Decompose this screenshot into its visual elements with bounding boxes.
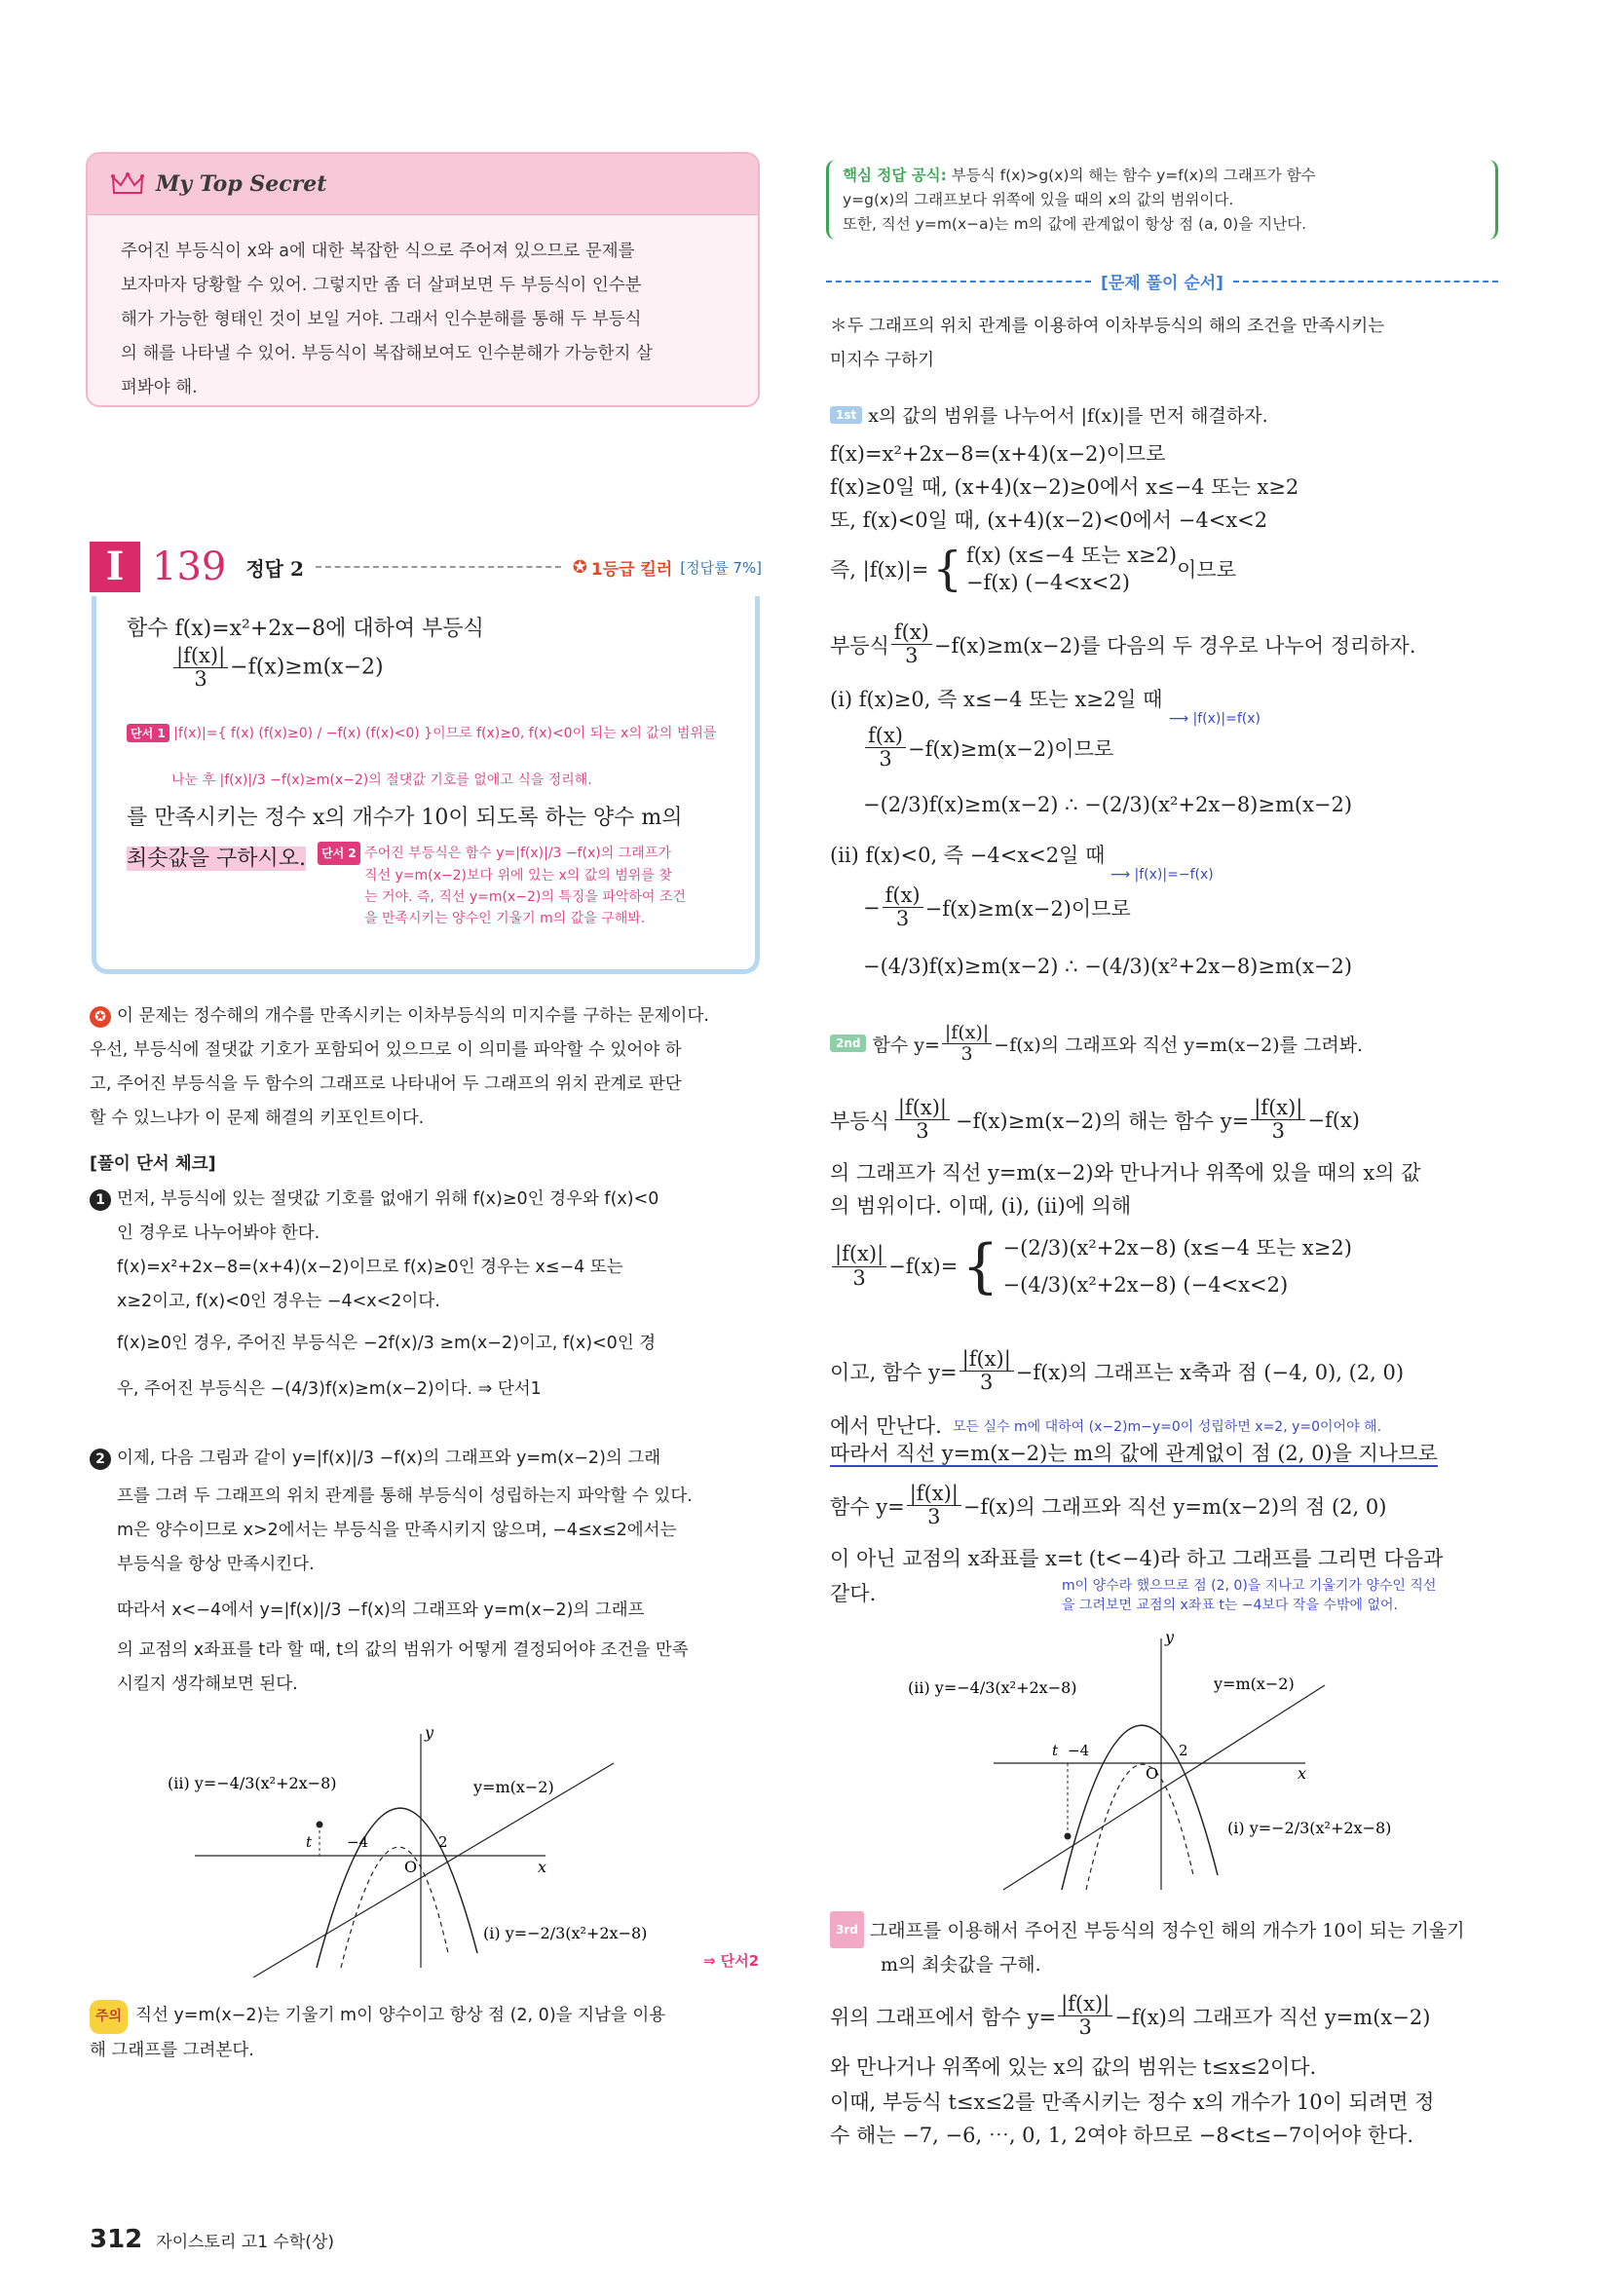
intro-line: 우선, 부등식에 절댓값 기호가 포함되어 있으므로 이 의미를 파악할 수 있어야 하: [90, 1040, 682, 1060]
frac-num: |f(x)|: [1058, 1993, 1112, 2016]
problem-line-1: 함수 f(x)=x²+2x−8에 대하여 부등식: [127, 617, 484, 641]
step3-title-line: 그래프를 이용해서 주어진 부등식의 정수인 해의 개수가 10이 되는 기울기: [869, 1920, 1465, 1941]
piece-2: −(4/3)(x²+2x−8) (−4<x<2): [1002, 1273, 1289, 1297]
frac-den: 3: [927, 1505, 941, 1529]
y-label: y: [425, 1724, 434, 1742]
frac-den: 3: [879, 747, 892, 772]
book-title: 자이스토리 고1 수학(상): [156, 2233, 334, 2252]
goal-line: 미지수 구하기: [830, 351, 934, 370]
step2-text: 함수 y=: [830, 1494, 905, 1519]
intro-line: 고, 주어진 부등식을 두 함수의 그래프로 나타내어 두 그래프의 위치 관계로 판단: [90, 1074, 682, 1094]
answer-label: 정답 2: [245, 556, 304, 581]
step3-title-line: m의 최솟값을 구해.: [881, 1954, 1041, 1976]
check-line: x≥2이고, f(x)<0인 경우는 −4<x<2이다.: [117, 1292, 440, 1311]
curve-ii-label: (ii) y=−4/3(x²+2x−8): [168, 1774, 337, 1792]
frac-num: |f(x)|: [832, 1243, 886, 1266]
clue-1-note: [127, 723, 760, 742]
page-footer: [90, 2225, 334, 2254]
brace-icon: {: [961, 1232, 999, 1300]
clue-2-line: 주어진 부등식은 함수 y=|f(x)|/3 −f(x)의 그래프가: [364, 846, 671, 861]
goal-line: ＊두 그래프의 위치 관계를 이용하여 이차부등식의 해의 조건을 만족시키는: [830, 317, 1385, 336]
check-line: 먼저, 부등식에 있는 절댓값 기호를 없애기 위해 f(x)≥0인 경우와 f(x)<0: [117, 1189, 659, 1209]
grade-badge: 1등급 킬러: [590, 559, 673, 580]
check-point-2: [90, 1442, 771, 1702]
number-1-icon: 1: [90, 1189, 111, 1211]
step2-blue-note: 모든 실수 m에 대하여 (x−2)m−y=0이 성립하면 x=2, y=0이어야 해.: [953, 1419, 1382, 1435]
key-line: y=g(x)의 그래프보다 위쪽에 있을 때의 x의 값의 범위이다.: [843, 191, 1234, 208]
split-text: −f(x)≥m(x−2)를 다음의 두 경우로 나누어 정리하자.: [933, 633, 1416, 658]
curve-ii-label: (ii) y=−4/3(x²+2x−8): [908, 1678, 1077, 1697]
step1-line: 또, f(x)<0일 때, (x+4)(x−2)<0에서 −4<x<2: [830, 508, 1268, 532]
check-line: 부등식을 항상 만족시킨다.: [117, 1555, 315, 1574]
step2-title-text: −f(x)의 그래프와 직선 y=m(x−2)를 그려봐.: [994, 1034, 1364, 1056]
abs-tail: 이므로: [1177, 558, 1236, 582]
problem-line-3-text: 최솟값을 구하시오.: [127, 847, 307, 871]
step2-title-lead: 함수 y=: [872, 1034, 940, 1056]
clue-1-text: |f(x)|={ f(x) (f(x)≥0) / −f(x) (f(x)<0) }이므로 f(x)≥0, f(x)<0이 되는 x의 값의 범위를: [173, 726, 717, 741]
step2-text: −f(x)의 그래프와 직선 y=m(x−2)의 점 (2, 0): [962, 1494, 1387, 1519]
clue-2-line: 는 거야. 즉, 직선 y=m(x−2)의 특징을 파악하여 조건: [364, 889, 686, 905]
step2-text: 이고, 함수 y=: [830, 1360, 958, 1384]
frac-num: |f(x)|: [895, 1097, 950, 1120]
t-label: t: [1052, 1742, 1059, 1759]
curve-i-dashed: [341, 1847, 448, 1968]
split-lead: 부등식: [830, 633, 889, 658]
step2-line-6: [830, 1438, 1438, 1467]
step1-title: [830, 401, 1268, 428]
header-divider: [316, 566, 561, 568]
left-graph: [156, 1724, 779, 1977]
step2-text: −f(x)≥m(x−2)의 해는 함수 y=: [956, 1109, 1250, 1133]
check-line: 시킬지 생각해보면 된다.: [117, 1675, 298, 1694]
key-label: 핵심 정답 공식:: [843, 167, 947, 184]
clue-2-line: 을 만족시키는 양수인 기울기 m의 값을 구해봐.: [364, 911, 646, 926]
problem-header: [90, 538, 762, 596]
key-line: 부등식 f(x)>g(x)의 해는 함수 y=f(x)의 그래프가 함수: [951, 167, 1316, 184]
note-line: m이 양수라 했으므로 점 (2, 0)을 지나고 기울기가 양수인 직선: [1062, 1578, 1437, 1594]
origin-label: O: [1146, 1764, 1159, 1783]
rate-badge: [정답률 7%]: [680, 558, 762, 577]
two-label: 2: [438, 1833, 448, 1851]
split-line: [830, 621, 1416, 667]
frac-den: 3: [960, 1042, 973, 1065]
check-line: f(x)=x²+2x−8=(x+4)(x−2)이므로 f(x)≥0인 경우는 x≤−4 또는: [117, 1258, 623, 1277]
crown-icon: [111, 171, 144, 197]
frac-num: |f(x)|: [1251, 1097, 1305, 1120]
check-line: f(x)≥0인 경우, 주어진 부등식은 −2f(x)/3 ≥m(x−2)이고, f(x)<0인 경: [117, 1334, 657, 1353]
y-label: y: [1165, 1628, 1175, 1646]
frac-den: 3: [895, 907, 910, 931]
number-2-icon: 2: [90, 1449, 111, 1470]
caution-tag: 주의: [90, 2000, 128, 2034]
key-formula-box: [826, 160, 1498, 240]
clue-2-tag: 단서 2: [318, 842, 360, 865]
frac-den: 3: [852, 1265, 866, 1290]
case-1-note: ⟶ |f(x)|=f(x): [1169, 711, 1261, 727]
intersection-point: [317, 1822, 323, 1828]
step1-title-text: x의 값의 범위를 나누어서 |f(x)|를 먼저 해결하자.: [868, 405, 1268, 427]
star-icon: ✪: [572, 556, 587, 578]
clue-1-note-2: 나눈 후 |f(x)|/3 −f(x)≥m(x−2)의 절댓값 기호를 없애고 식을 정리해.: [171, 772, 592, 788]
abs-case-1: f(x) (x≤−4 또는 x≥2): [965, 544, 1178, 567]
step2-text: 부등식: [830, 1109, 889, 1133]
step3-title: [830, 1911, 1465, 1981]
top-secret-line: 펴봐야 해.: [121, 378, 198, 397]
curve-i-label: (i) y=−2/3(x²+2x−8): [483, 1924, 648, 1942]
step3-line-3: 이때, 부등식 t≤x≤2를 만족시키는 정수 x의 개수가 10이 되려면 정: [830, 2090, 1435, 2114]
top-secret-body: [88, 215, 758, 405]
brace-icon: {: [932, 542, 962, 596]
step3-line-2: 와 만나거나 위쪽에 있는 x의 값의 범위는 t≤x≤2이다.: [830, 2055, 1317, 2079]
note-line: 을 그려보면 교점의 x좌표 t는 −4보다 작을 수밖에 없어.: [1062, 1598, 1398, 1613]
abs-definition: [830, 542, 1236, 596]
frac-num: f(x): [883, 885, 923, 908]
star-icon: ✪: [90, 1006, 111, 1028]
step1-tag: 1st: [830, 406, 862, 424]
check-line: 따라서 x<−4에서 y=|f(x)|/3 −f(x)의 그래프와 y=m(x−2)의 그래프: [117, 1600, 645, 1620]
line-label: y=m(x−2): [1214, 1675, 1295, 1693]
frac-num: |f(x)|: [960, 1348, 1014, 1372]
frac-num: |f(x)|: [907, 1483, 961, 1506]
check-line: 인 경우로 나누어봐야 한다.: [117, 1223, 320, 1243]
frac-den: 3: [1078, 2015, 1092, 2040]
unit-badge: I: [90, 542, 140, 592]
top-secret-box: [86, 152, 760, 407]
problem-number: 139: [152, 545, 227, 589]
case-2-b: −(4/3)f(x)≥m(x−2) ∴ −(4/3)(x²+2x−8)≥m(x−2): [863, 955, 1353, 978]
t-label: t: [306, 1833, 313, 1851]
step2-line-7: [830, 1483, 1386, 1528]
frac-den: 3: [194, 667, 207, 692]
case-2: (ii) f(x)<0, 즉 −4<x<2일 때: [830, 844, 1106, 867]
minus4-label: −4: [347, 1833, 369, 1851]
step1-line: f(x)=x²+2x−8=(x+4)(x−2)이므로: [830, 442, 1166, 466]
check-title: [풀이 단서 체크]: [90, 1154, 216, 1174]
problem-inequality: [171, 645, 384, 691]
piece-1: −(2/3)(x²+2x−8) (x≤−4 또는 x≥2): [1002, 1236, 1352, 1260]
step3-tag: 3rd: [830, 1911, 864, 1948]
origin-label: O: [404, 1858, 418, 1876]
step2-title: [830, 1023, 1363, 1065]
step2-text: −f(x)의 그래프는 x축과 점 (−4, 0), (2, 0): [1015, 1360, 1405, 1384]
caution-line: 해 그래프를 그려본다.: [90, 2041, 254, 2060]
line-m: [1003, 1685, 1325, 1890]
clue-2-ref: ⇒ 단서2: [703, 1952, 760, 1970]
frac-den: 3: [905, 644, 919, 668]
goal: [830, 310, 1502, 378]
step1-line: f(x)≥0일 때, (x+4)(x−2)≥0에서 x≤−4 또는 x≥2: [830, 475, 1299, 499]
step2-line-9: 같다.: [830, 1582, 877, 1605]
case-1: (i) f(x)≥0, 즉 x≤−4 또는 x≥2일 때: [830, 688, 1163, 711]
case-1-a: [863, 725, 1113, 771]
key-line: 또한, 직선 y=m(x−a)는 m의 값에 관계없이 항상 점 (a, 0)을 지난다.: [843, 215, 1307, 233]
problem-line-2: 를 만족시키는 정수 x의 개수가 10이 되도록 하는 양수 m의: [127, 806, 683, 830]
frac-den: 3: [916, 1119, 929, 1144]
abs-lead: 즉, |f(x)|=: [830, 558, 929, 582]
check-point-1: [90, 1183, 771, 1407]
page-number: 312: [90, 2225, 143, 2254]
step2-line-4: [830, 1348, 1404, 1394]
frac-num: |f(x)|: [173, 645, 228, 668]
line-m: [253, 1763, 614, 1977]
case-2-note: ⟶ |f(x)|=−f(x): [1110, 867, 1214, 883]
abs-case-2: −f(x) (−4<x<2): [965, 571, 1130, 594]
right-graph: [896, 1627, 1500, 1900]
step2-line-3: 의 범위이다. 이때, (i), (ii)에 의해: [830, 1194, 1132, 1218]
step2-line-2: 의 그래프가 직선 y=m(x−2)와 만나거나 위쪽에 있을 때의 x의 값: [830, 1161, 1421, 1185]
case-1-a-text: −f(x)≥m(x−2)이므로: [908, 736, 1114, 761]
intro-line: 할 수 있느냐가 이 문제 해결의 키포인트이다.: [90, 1109, 425, 1128]
top-secret-line: 의 해를 나타낼 수 있어. 부등식이 복잡해보여도 인수분해가 가능한지 살: [121, 344, 653, 363]
case-2-a: − $\frac{f(x)}{3}$ −f(x)≥m(x−2)이므로: [863, 884, 1131, 931]
top-secret-line: 보자마자 당황할 수 있어. 그렇지만 좀 더 살펴보면 두 부등식이 인수분: [121, 276, 642, 295]
check-line: 이제, 다음 그림과 같이 y=|f(x)|/3 −f(x)의 그래프와 y=m(x−2)의 그래: [117, 1449, 661, 1468]
step2-line-6-text: 따라서 직선 y=m(x−2)는 m의 값에 관계없이 점 (2, 0)을 지나므로: [830, 1442, 1438, 1465]
case-1-b: −(2/3)f(x)≥m(x−2) ∴ −(2/3)(x²+2x−8)≥m(x−2): [863, 793, 1353, 816]
case-1-note-text: |f(x)|=f(x): [1192, 711, 1261, 727]
clue-2-line: 직선 y=m(x−2)보다 위에 있는 x의 값의 범위를 찾: [364, 868, 672, 884]
top-secret-title: My Top Secret: [156, 171, 327, 197]
top-secret-header: [88, 154, 758, 215]
frac-num: |f(x)|: [942, 1023, 992, 1044]
frac-num: f(x): [865, 725, 906, 748]
problem-line-3: [127, 842, 306, 872]
top-secret-line: 해가 가능한 형태인 것이 보일 거야. 그래서 인수분해를 통해 두 부등식: [121, 310, 642, 329]
order-title: [문제 풀이 순서]: [1101, 274, 1223, 293]
caution-note: [90, 1999, 771, 2068]
check-line: 프를 그려 두 그래프의 위치 관계를 통해 부등식이 성립하는지 파악할 수 있다.: [117, 1487, 693, 1506]
caution-line: 직선 y=m(x−2)는 기울기 m이 양수이고 항상 점 (2, 0)을 지남을 이용: [135, 2006, 666, 2025]
order-divider: [826, 269, 1498, 293]
intersection-point: [1065, 1833, 1072, 1840]
curve-i-label: (i) y=−2/3(x²+2x−8): [1227, 1819, 1392, 1837]
step3-line-1: [830, 1993, 1430, 2039]
step2-line-8: 이 아닌 교점의 x좌표를 x=t (t<−4)라 하고 그래프를 그리면 다음과: [830, 1547, 1444, 1570]
curve-ii: [317, 1808, 477, 1968]
top-secret-line: 주어진 부등식이 x와 a에 대한 복잡한 식으로 주어져 있으므로 문제를: [121, 242, 635, 261]
two-label: 2: [1179, 1742, 1188, 1759]
clue-2-note: [318, 842, 686, 929]
case-2-a-text: −f(x)≥m(x−2)이므로: [924, 896, 1131, 921]
step3-text: −f(x)의 그래프가 직선 y=m(x−2): [1114, 2005, 1431, 2029]
x-label: x: [1298, 1764, 1307, 1783]
piecewise: $\frac{|f(x)|}{3}$ −f(x)= { −(2/3)(x²+2x−8) (x≤−4 또는 x≥2) −(4/3)(x²+2x−8) (−4<x<2): [830, 1229, 1352, 1303]
step2-text: −f(x): [1307, 1108, 1360, 1132]
case-2-note-text: |f(x)|=−f(x): [1134, 867, 1214, 883]
line-label: y=m(x−2): [473, 1778, 554, 1796]
x-label: x: [538, 1858, 547, 1876]
step2-tag: 2nd: [830, 1035, 866, 1052]
frac-den: 3: [980, 1371, 994, 1395]
step3-text: 위의 그래프에서 함수 y=: [830, 2005, 1057, 2029]
minus4-label: −4: [1068, 1742, 1090, 1759]
intro-paragraph: [90, 999, 771, 1136]
step2-line-1: [830, 1097, 1360, 1143]
intro-line: 이 문제는 정수해의 개수를 만족시키는 이차부등식의 미지수를 구하는 문제이다.: [117, 1006, 709, 1026]
step2-blue-note-2: [1062, 1576, 1436, 1615]
clue-1-tag: 단서 1: [127, 724, 169, 742]
step3-line-4: 수 해는 −7, −6, ⋯, 0, 1, 2여야 하므로 −8<t≤−7이어야 한다.: [830, 2124, 1414, 2147]
check-line: 의 교점의 x좌표를 t라 할 때, t의 값의 범위가 어떻게 결정되어야 조건을 만족: [117, 1640, 689, 1660]
check-line: 우, 주어진 부등식은 −(4/3)f(x)≥m(x−2)이다. ⇒ 단서1: [117, 1379, 542, 1399]
check-line: m은 양수이므로 x>2에서는 부등식을 만족시키지 않으며, −4≤x≤2에서는: [117, 1521, 677, 1540]
ineq-rest: −f(x)≥m(x−2): [230, 655, 384, 680]
frac-num: f(x): [891, 621, 932, 645]
step2-line-5: 에서 만난다.: [830, 1414, 942, 1438]
frac-den: 3: [1271, 1119, 1285, 1144]
